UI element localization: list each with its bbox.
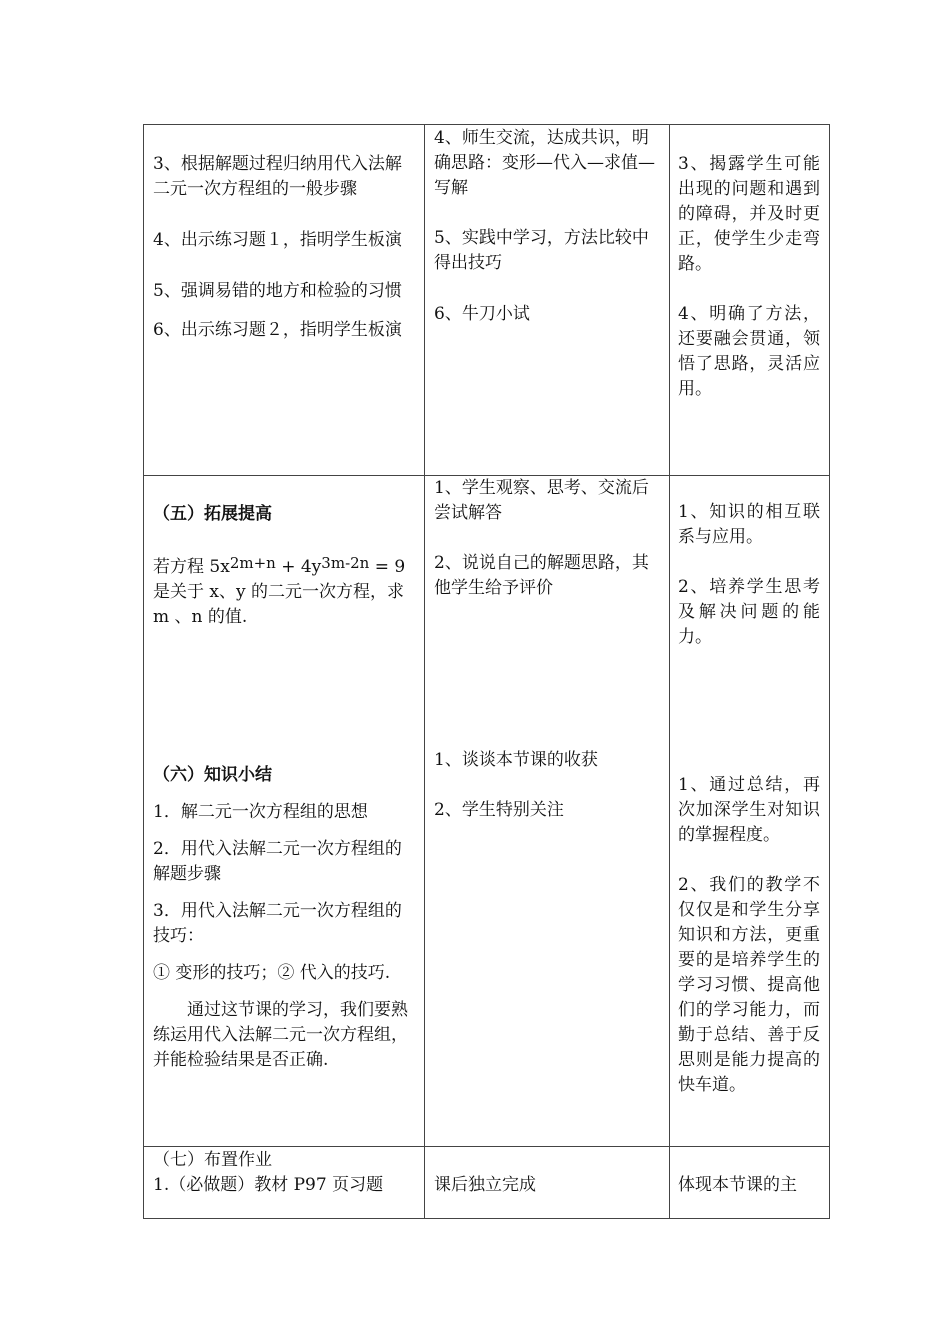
problem-mid: + 4y <box>275 557 322 577</box>
problem-suffix: = 9 <box>369 557 406 577</box>
step-6-text: 6、出示练习题２，指明学生板演 <box>153 320 402 340</box>
problem-rest: 是关于 x、y 的二元一次方程，求 m 、n 的值. <box>153 582 404 627</box>
section-heading-5: （五）拓展提高 <box>153 504 272 524</box>
row2-summary <box>153 763 415 1073</box>
summary-item-2: 2．用代入法解二元一次方程组的解题步骤 <box>153 839 402 884</box>
homework-student-text: 课后独立完成 <box>434 1175 536 1195</box>
table-right-border <box>829 124 830 1219</box>
student-step-4: 4、师生交流，达成共识，明确思路：变形—代入—求值—写解 <box>434 128 655 198</box>
problem-prefix: 若方程 5x <box>153 557 230 577</box>
student-extension-2: 2、说说自己的解题思路，其他学生给予评价 <box>434 553 649 598</box>
column-divider-2 <box>669 124 670 1219</box>
student-step-5: 5、实践中学习，方法比较中得出技巧 <box>434 228 649 273</box>
row1-teacher-activities <box>153 152 415 343</box>
intent-4: 4、明确了方法，还要融会贯通，领悟了思路，灵活应用。 <box>678 304 820 399</box>
row2-teacher-activities <box>153 502 415 630</box>
row-divider-2 <box>143 1146 830 1147</box>
section-heading-6: （六）知识小结 <box>153 765 272 785</box>
row2-student-activities-bottom <box>434 748 664 823</box>
summary-item-4: ① 变形的技巧；② 代入的技巧. <box>153 963 391 983</box>
homework-intent-text: 体现本节课的主 <box>678 1175 797 1195</box>
extension-intent-2: 2、培养学生思考及解决问题的能力。 <box>678 577 820 647</box>
row2-design-intent-top <box>678 500 820 650</box>
row3-homework <box>153 1148 415 1198</box>
table-top-border <box>143 124 830 125</box>
step-4-text: 4、出示练习题１，指明学生板演 <box>153 230 402 250</box>
row3-student-activity <box>434 1173 664 1198</box>
student-summary-2: 2、学生特别关注 <box>434 800 564 820</box>
row1-design-intent <box>678 152 820 402</box>
summary-item-3: 3．用代入法解二元一次方程组的技巧： <box>153 901 402 946</box>
extension-intent-1: 1、知识的相互联系与应用。 <box>678 502 820 547</box>
summary-intent-2: 2、我们的教学不仅仅是和学生分享知识和方法，更重要的是培养学生的学习习惯、提高他们的学习能力，而勤于总结、善于反思则是能力提高的快车道。 <box>678 875 820 1095</box>
row1-student-activities <box>434 126 664 327</box>
summary-closing: 通过这节课的学习，我们要熟练运用代入法解二元一次方程组，并能检验结果是否正确. <box>153 1000 408 1070</box>
summary-item-1: 1．解二元一次方程组的思想 <box>153 802 368 822</box>
extension-problem <box>153 555 415 630</box>
row3-design-intent <box>678 1173 820 1198</box>
exponent-1: 2m+n <box>229 554 276 572</box>
homework-item-1: 1.（必做题）教材 P97 页习题 <box>153 1175 384 1195</box>
step-3-text: 3、根据解题过程归纳用代入法解二元一次方程组的一般步骤 <box>153 154 402 199</box>
exponent-2: 3m-2n <box>321 554 370 572</box>
student-extension-1: 1、学生观察、思考、交流后尝试解答 <box>434 478 649 523</box>
row2-student-activities-top <box>434 476 664 601</box>
step-5-text: 5、强调易错的地方和检验的习惯 <box>153 281 402 301</box>
column-divider-1 <box>424 124 425 1219</box>
section-heading-7: （七）布置作业 <box>153 1150 272 1170</box>
student-step-6: 6、牛刀小试 <box>434 304 530 324</box>
table-left-border <box>143 124 144 1219</box>
student-summary-1: 1、谈谈本节课的收获 <box>434 750 598 770</box>
row2-design-intent-bottom <box>678 773 820 1098</box>
intent-3: 3、揭露学生可能出现的问题和遇到的障碍，并及时更正，使学生少走弯路。 <box>678 154 820 274</box>
table-bottom-border <box>143 1218 830 1219</box>
summary-intent-1: 1、通过总结，再次加深学生对知识的掌握程度。 <box>678 775 820 845</box>
